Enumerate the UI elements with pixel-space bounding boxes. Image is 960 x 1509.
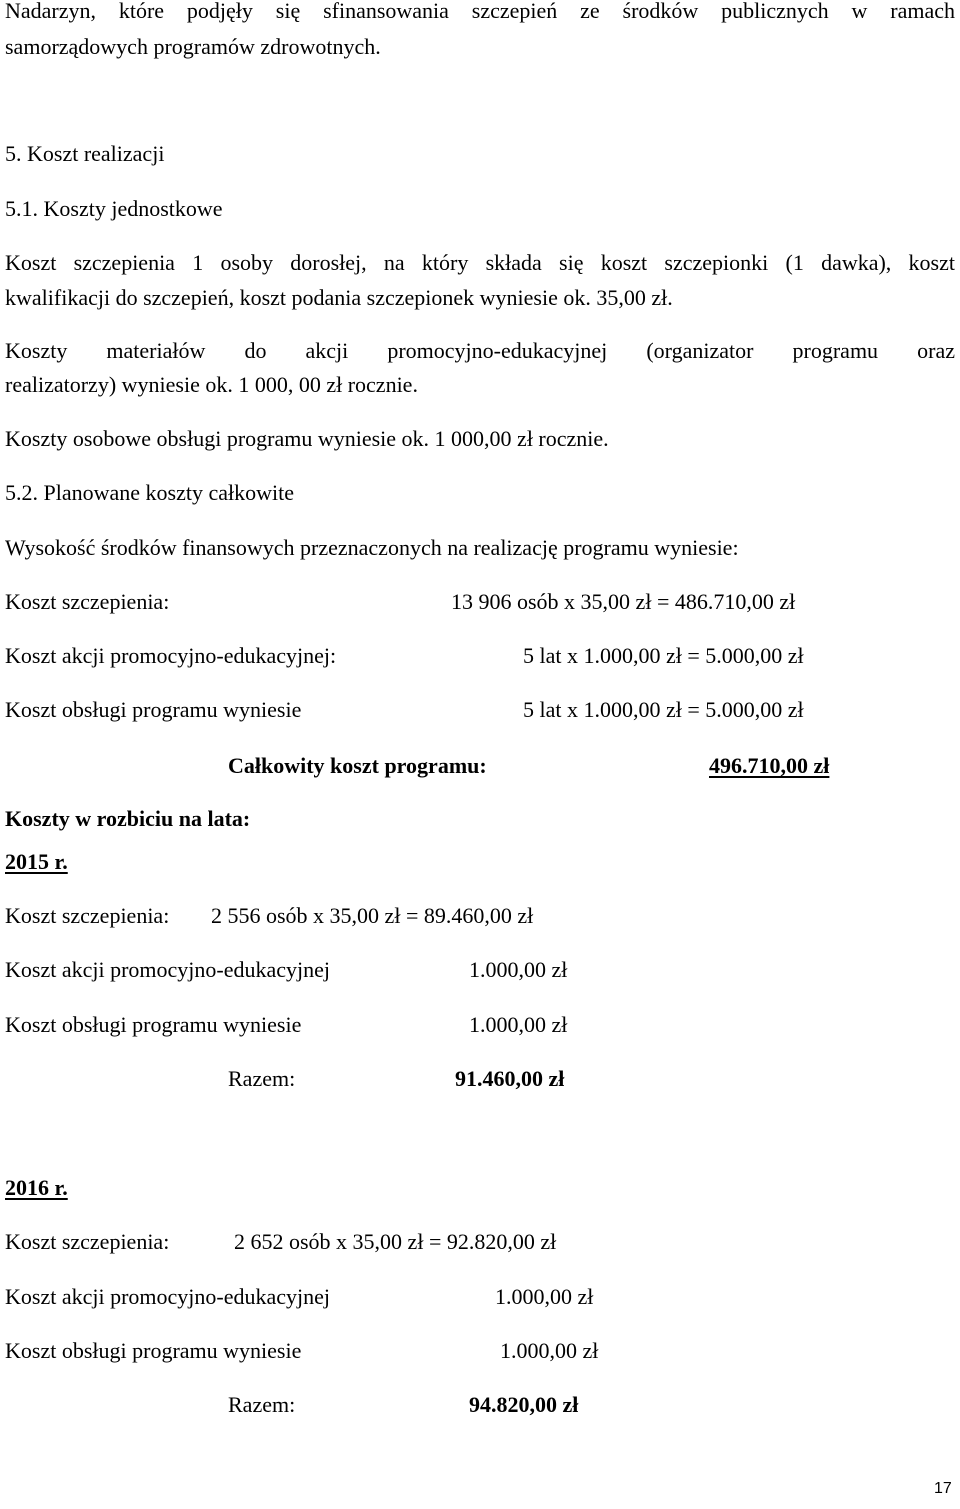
year-2015-sum-label: Razem: (228, 1066, 296, 1091)
year-2016-promo-label: Koszt akcji promocyjno-edukacyjnej (5, 1284, 331, 1309)
section-5-1-heading: 5.1. Koszty jednostkowe (5, 196, 223, 221)
year-2016-service-value: 1.000,00 zł (500, 1338, 599, 1363)
year-2015-service-value: 1.000,00 zł (469, 1012, 568, 1037)
year-2016-vaccination-value: 2 652 osób x 35,00 zł = 92.820,00 zł (234, 1229, 557, 1254)
materials-cost-line-1: Koszty materiałów do akcji promocyjno-edukacyjnej (organizator programu oraz (5, 338, 955, 363)
year-2016-heading: 2016 r. (5, 1175, 68, 1200)
section-5-2-heading: 5.2. Planowane koszty całkowite (5, 480, 294, 505)
year-2016-service-label: Koszt obsługi programu wyniesie (5, 1338, 302, 1363)
total-vaccination-label: Koszt szczepienia: (5, 589, 170, 614)
breakdown-heading: Koszty w rozbiciu na lata: (5, 806, 251, 831)
year-2015-promo-value: 1.000,00 zł (469, 957, 568, 982)
total-cost-intro: Wysokość środków finansowych przeznaczonych na realizację programu wyniesie: (5, 535, 739, 560)
year-2015-vaccination-label: Koszt szczepienia: (5, 903, 170, 928)
unit-cost-line-1: Koszt szczepienia 1 osoby dorosłej, na który składa się koszt szczepionki (1 dawka), koszt (5, 250, 955, 275)
total-promo-value: 5 lat x 1.000,00 zł = 5.000,00 zł (523, 643, 804, 668)
year-2015-sum-value: 91.460,00 zł (455, 1066, 565, 1091)
year-2015-promo-label: Koszt akcji promocyjno-edukacyjnej (5, 957, 331, 982)
year-2015-vaccination-value: 2 556 osób x 35,00 zł = 89.460,00 zł (211, 903, 534, 928)
year-2015-service-label: Koszt obsługi programu wyniesie (5, 1012, 302, 1037)
section-5-heading: 5. Koszt realizacji (5, 141, 165, 166)
intro-line-2: samorządowych programów zdrowotnych. (5, 34, 381, 59)
materials-cost-line-2: realizatorzy) wyniesie ok. 1 000, 00 zł rocznie. (5, 372, 418, 397)
year-2016-vaccination-label: Koszt szczepienia: (5, 1229, 170, 1254)
year-2016-sum-value: 94.820,00 zł (469, 1392, 579, 1417)
year-2016-promo-value: 1.000,00 zł (495, 1284, 594, 1309)
year-2016-sum-label: Razem: (228, 1392, 296, 1417)
unit-cost-line-2: kwalifikacji do szczepień, koszt podania szczepionek wyniesie ok. 35,00 zł. (5, 285, 673, 310)
intro-line-1: Nadarzyn, które podjęły się sfinansowania szczepień ze środków publicznych w ramach (5, 0, 955, 23)
grand-total-value: 496.710,00 zł (709, 753, 830, 778)
page-number: 17 (934, 1480, 952, 1497)
year-2015-heading: 2015 r. (5, 849, 68, 874)
staff-cost-line: Koszty osobowe obsługi programu wyniesie ok. 1 000,00 zł rocznie. (5, 426, 609, 451)
total-service-label: Koszt obsługi programu wyniesie (5, 697, 302, 722)
total-service-value: 5 lat x 1.000,00 zł = 5.000,00 zł (523, 697, 804, 722)
total-promo-label: Koszt akcji promocyjno-edukacyjnej: (5, 643, 337, 668)
total-vaccination-value: 13 906 osób x 35,00 zł = 486.710,00 zł (451, 589, 796, 614)
grand-total-label: Całkowity koszt programu: (228, 753, 487, 778)
